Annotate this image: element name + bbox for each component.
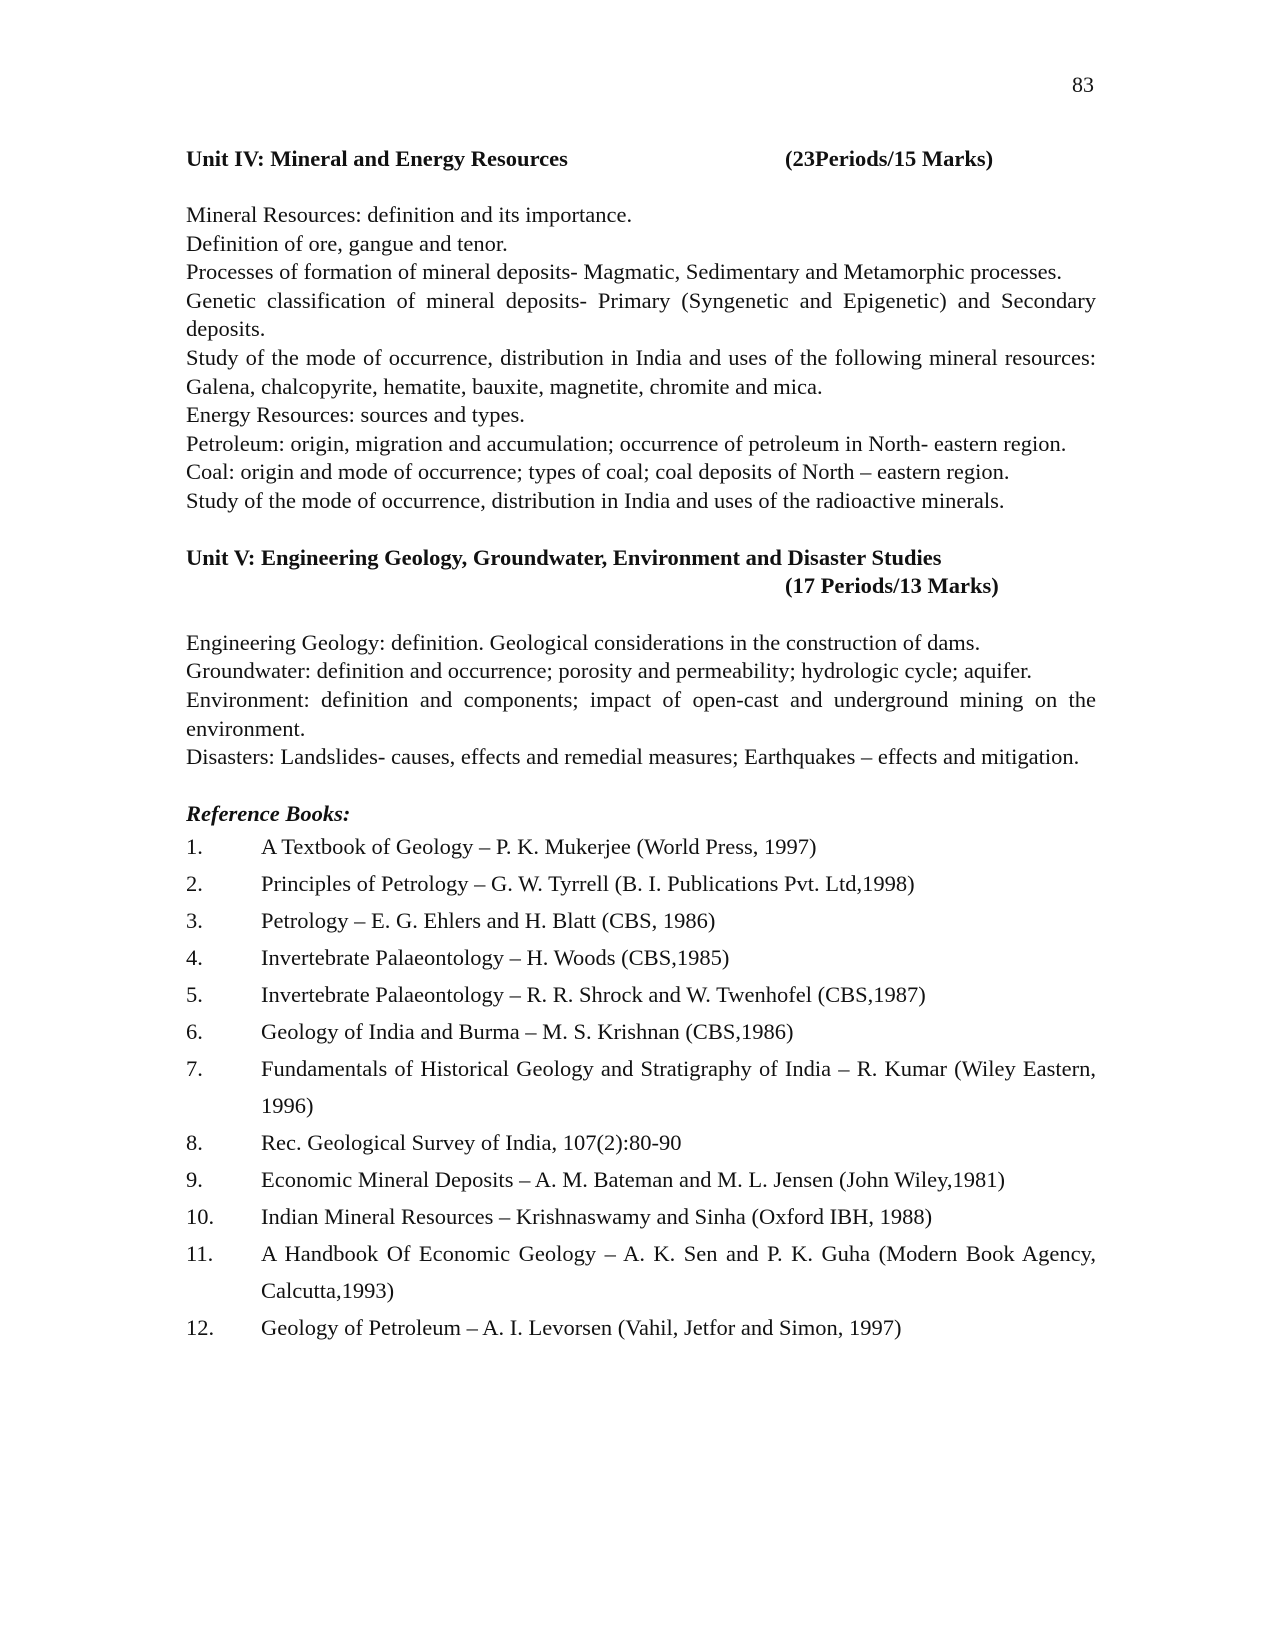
reference-item: [186, 939, 1096, 976]
unit4-title: Unit IV: Mineral and Energy Resources: [186, 146, 568, 171]
reference-item: [186, 1161, 1096, 1198]
reference-text: Indian Mineral Resources – Krishnaswamy and Sinha (Oxford IBH, 1988): [261, 1204, 933, 1230]
reference-text: Geology of India and Burma – M. S. Krishnan (CBS,1986): [261, 1019, 794, 1045]
reference-text: Principles of Petrology – G. W. Tyrrell (B. I. Publications Pvt. Ltd,1998): [261, 871, 915, 897]
reference-number: 2.: [186, 871, 203, 897]
unit4-paragraph: Mineral Resources: definition and its importance.: [186, 202, 633, 227]
reference-text: Fundamentals of Historical Geology and Stratigraphy of India – R. Kumar (Wiley Eastern, 1996): [261, 1056, 1096, 1119]
reference-text: Invertebrate Palaeontology – R. R. Shrock and W. Twenhofel (CBS,1987): [261, 982, 926, 1008]
reference-item: [186, 1198, 1096, 1235]
reference-text: A Handbook Of Economic Geology – A. K. Sen and P. K. Guha (Modern Book Agency, Calcutta,1993): [261, 1241, 1096, 1304]
reference-number: 10.: [186, 1204, 215, 1230]
unit4-marks: (23Periods/15 Marks): [785, 146, 994, 171]
page-number: 83: [1072, 72, 1094, 97]
reference-text: Geology of Petroleum – A. I. Levorsen (Vahil, Jetfor and Simon, 1997): [261, 1315, 902, 1341]
reference-item: [186, 1235, 1096, 1309]
reference-item: [186, 902, 1096, 939]
reference-number: 8.: [186, 1130, 203, 1156]
unit4-paragraph: Coal: origin and mode of occurrence; types of coal; coal deposits of North – eastern region.: [186, 459, 1010, 485]
reference-text: Invertebrate Palaeontology – H. Woods (CBS,1985): [261, 945, 730, 971]
reference-books-heading: Reference Books:: [186, 800, 351, 826]
unit4-paragraph: Energy Resources: sources and types.: [186, 402, 525, 428]
unit5-paragraph: Engineering Geology: definition. Geological considerations in the construction of dams.: [186, 629, 981, 655]
unit5-paragraph: Environment: definition and components; impact of open-cast and underground mining on the environment.: [186, 686, 1096, 741]
unit4-paragraph: Study of the mode of occurrence, distribution in India and uses of the following mineral resources: Galena, chalcopyrite, hematite, bauxite, magnetite, chromite and mica.: [186, 344, 1096, 399]
reference-item: [186, 828, 1096, 865]
reference-number: 12.: [186, 1315, 215, 1341]
reference-text: Rec. Geological Survey of India, 107(2):80-90: [261, 1130, 682, 1156]
reference-text: Petrology – E. G. Ehlers and H. Blatt (CBS, 1986): [261, 908, 716, 934]
reference-number: 7.: [186, 1056, 203, 1082]
unit5-title: Unit V: Engineering Geology, Groundwater, Environment and Disaster Studies: [186, 544, 942, 570]
reference-text: Economic Mineral Deposits – A. M. Bateman and M. L. Jensen (John Wiley,1981): [261, 1167, 1005, 1193]
unit4-paragraph: Definition of ore, gangue and tenor.: [186, 230, 508, 256]
unit5-marks: (17 Periods/13 Marks): [785, 573, 999, 599]
unit4-paragraph: Study of the mode of occurrence, distribution in India and uses of the radioactive minerals.: [186, 487, 1005, 513]
unit4-paragraph: Processes of formation of mineral deposits- Magmatic, Sedimentary and Metamorphic processes.: [186, 259, 1063, 285]
reference-number: 9.: [186, 1167, 203, 1193]
reference-item: [186, 1309, 1096, 1346]
reference-number: 5.: [186, 982, 203, 1008]
reference-number: 11.: [186, 1241, 214, 1267]
unit4-paragraph: Petroleum: origin, migration and accumulation; occurrence of petroleum in North- eastern region.: [186, 430, 1067, 456]
reference-number: 1.: [186, 834, 203, 860]
unit5-paragraph: Groundwater: definition and occurrence; porosity and permeability; hydrologic cycle; aquifer.: [186, 658, 1032, 684]
reference-item: [186, 1124, 1096, 1161]
unit4-paragraph: Genetic classification of mineral deposits- Primary (Syngenetic and Epigenetic) and Secondary deposits.: [186, 287, 1096, 342]
reference-number: 4.: [186, 945, 203, 971]
reference-text: A Textbook of Geology – P. K. Mukerjee (World Press, 1997): [261, 834, 817, 860]
reference-number: 3.: [186, 908, 203, 934]
reference-item: [186, 1050, 1096, 1124]
reference-item: [186, 1013, 1096, 1050]
reference-number: 6.: [186, 1019, 203, 1045]
reference-item: [186, 865, 1096, 902]
unit5-paragraph: Disasters: Landslides- causes, effects and remedial measures; Earthquakes – effects and mitigation.: [186, 744, 1080, 770]
unit4-heading: [186, 145, 1096, 173]
reference-item: [186, 976, 1096, 1013]
document-body: [186, 145, 1096, 1346]
